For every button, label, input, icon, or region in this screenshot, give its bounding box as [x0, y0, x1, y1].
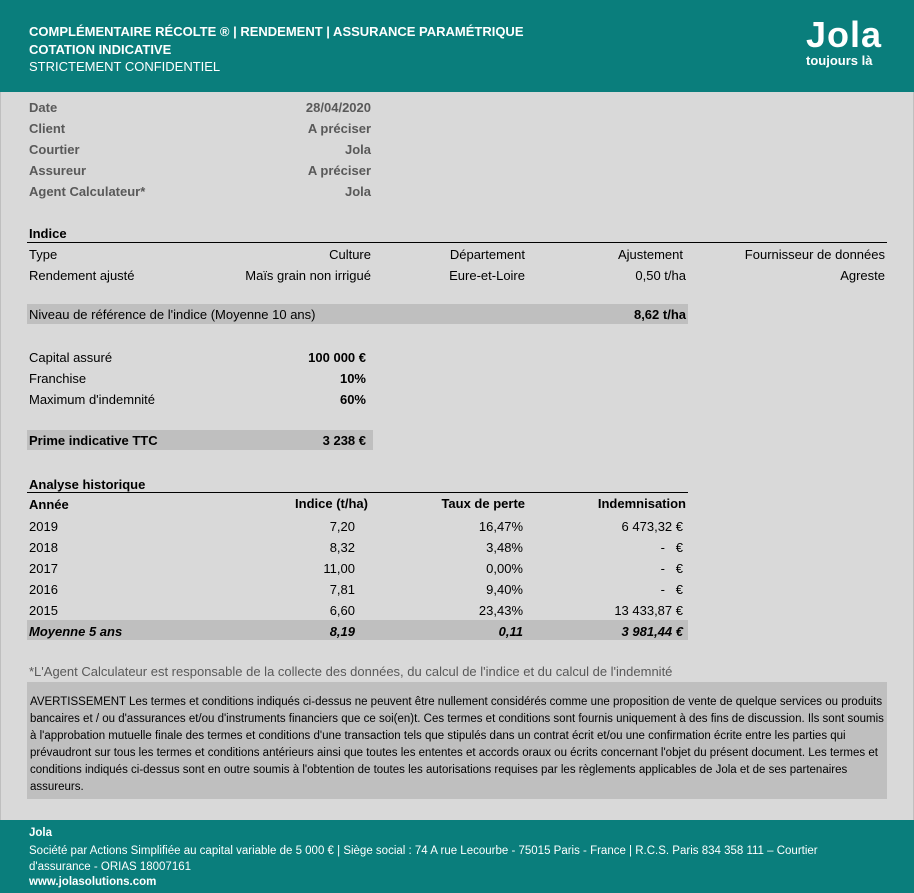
disclaimer-box: AVERTISSEMENT Les termes et conditions indiqués ci-dessus ne peuvent être nullement considérés comme une proposition de vente de quelque services ou produits bancaires et / ou d'assurances et/ou d'instruments financiers que ce soi(en)t. Ces termes et conditions sont fournis uniquement à des fins de discussion. Ils sont soumis à l'approbation mutuelle finale des termes et conditions d'une transaction tels que stipulés dans un contrat écrit et/ou une confirmation écrite entre les parties qui prévaudront sur tous les termes et conditions antérieurs ainsi que toutes les ententes et accords oraux ou écrits concernant l'objet du présent document. Les termes et conditions indiqués ci-dessus sont en outre soumis à l'obtention de toutes les autorisations requises par les règlements applicables de Jola et de ses partenaires assureurs. — [27, 682, 887, 799]
history-row-indice: 7,81 — [329, 582, 355, 597]
indice-header-culture: Culture — [329, 247, 371, 262]
coverage-label-maximum: Maximum d'indemnité — [29, 392, 156, 407]
history-average-taux: 0,11 — [498, 624, 523, 639]
premium-label: Prime indicative TTC — [29, 433, 158, 448]
history-average-indemnisation: 3 981,44 € — [621, 624, 683, 639]
footer-legal-text: Société par Actions Simplifiée au capital variable de 5 000 € | Siège social : 74 A rue Lecourbe - 75015 Paris - France | R.C.S. Paris 834 358 111 – Courtier d'assurance - ORIAS 18007161 — [29, 845, 818, 873]
history-row-year: 2017 — [29, 561, 58, 576]
header-banner — [0, 0, 914, 92]
info-value-client: A préciser — [307, 121, 371, 136]
info-label-client: Client — [29, 121, 66, 136]
history-header-annee: Année — [29, 497, 69, 512]
history-row-taux: 0,00% — [486, 561, 523, 576]
history-row-year: 2015 — [29, 603, 58, 618]
info-label-date: Date — [29, 100, 58, 115]
history-header-indemnisation: Indemnisation — [597, 496, 686, 511]
history-row-year: 2018 — [29, 540, 58, 555]
header-quote-type: COTATION INDICATIVE — [29, 42, 172, 57]
history-row-indemnisation: - € — [660, 561, 683, 576]
info-label-courtier: Courtier — [29, 142, 80, 157]
coverage-label-capital: Capital assuré — [29, 350, 113, 365]
coverage-label-franchise: Franchise — [29, 371, 87, 386]
info-label-assureur: Assureur — [29, 163, 87, 178]
history-row-year: 2019 — [29, 519, 58, 534]
indice-section-title: Indice — [29, 226, 67, 241]
header-confidential: STRICTEMENT CONFIDENTIEL — [29, 59, 221, 74]
indice-value-fournisseur: Agreste — [840, 268, 885, 283]
indice-value-type: Rendement ajusté — [29, 268, 135, 283]
indice-header-fournisseur: Fournisseur de données — [744, 247, 885, 262]
history-average-label: Moyenne 5 ans — [29, 624, 123, 639]
indice-value-ajustement: 0,50 t/ha — [635, 268, 686, 283]
indice-rule — [27, 242, 887, 243]
history-row-indice: 6,60 — [329, 603, 355, 618]
history-row-taux: 16,47% — [478, 519, 523, 534]
history-rule — [27, 492, 688, 493]
history-row-indemnisation: 6 473,32 € — [621, 519, 683, 534]
indice-header-ajustement: Ajustement — [617, 247, 683, 262]
logo-tagline: toujours là — [806, 53, 873, 68]
history-header-indice: Indice (t/ha) — [295, 496, 368, 511]
footer-website-link[interactable]: www.jolasolutions.com — [29, 876, 157, 888]
history-row-indemnisation: - € — [660, 582, 683, 597]
history-row-taux: 23,43% — [478, 603, 523, 618]
history-row-indice: 7,20 — [329, 519, 355, 534]
info-label-agent: Agent Calculateur* — [29, 184, 146, 199]
history-row-taux: 3,48% — [486, 540, 523, 555]
header-product-line: COMPLÉMENTAIRE RÉCOLTE ® | RENDEMENT | ASSURANCE PARAMÉTRIQUE — [29, 24, 524, 39]
info-value-date: 28/04/2020 — [305, 100, 371, 115]
footer-company-name: Jola — [29, 827, 53, 839]
indice-value-departement: Eure-et-Loire — [449, 268, 525, 283]
history-row-indemnisation: 13 433,87 € — [614, 603, 683, 618]
history-row-indice: 8,32 — [329, 540, 355, 555]
indice-header-type: Type — [29, 247, 58, 262]
history-header-taux: Taux de perte — [441, 496, 525, 511]
info-value-courtier: Jola — [344, 142, 371, 157]
coverage-value-maximum: 60% — [339, 392, 366, 407]
info-value-agent: Jola — [344, 184, 371, 199]
indice-header-departement: Département — [449, 247, 525, 262]
coverage-value-capital: 100 000 € — [308, 350, 366, 365]
logo-name: Jola — [806, 14, 883, 55]
history-section-title: Analyse historique — [29, 477, 146, 492]
history-row-taux: 9,40% — [486, 582, 523, 597]
info-value-assureur: A préciser — [307, 163, 371, 178]
history-row-indemnisation: - € — [660, 540, 683, 555]
reference-level-value: 8,62 t/ha — [633, 307, 686, 322]
history-average-indice: 8,19 — [329, 624, 355, 639]
premium-value: 3 238 € — [322, 433, 366, 448]
calculator-note: *L'Agent Calculateur est responsable de la collecte des données, du calcul de l'indice et du calcul de l'indemnité — [29, 664, 673, 679]
indice-value-culture: Maïs grain non irrigué — [245, 268, 371, 283]
reference-level-label: Niveau de référence de l'indice (Moyenne 10 ans) — [29, 307, 316, 322]
coverage-value-franchise: 10% — [339, 371, 366, 386]
history-row-indice: 11,00 — [323, 561, 355, 576]
footer-banner — [0, 820, 914, 893]
jola-logo — [806, 16, 882, 68]
history-row-year: 2016 — [29, 582, 58, 597]
